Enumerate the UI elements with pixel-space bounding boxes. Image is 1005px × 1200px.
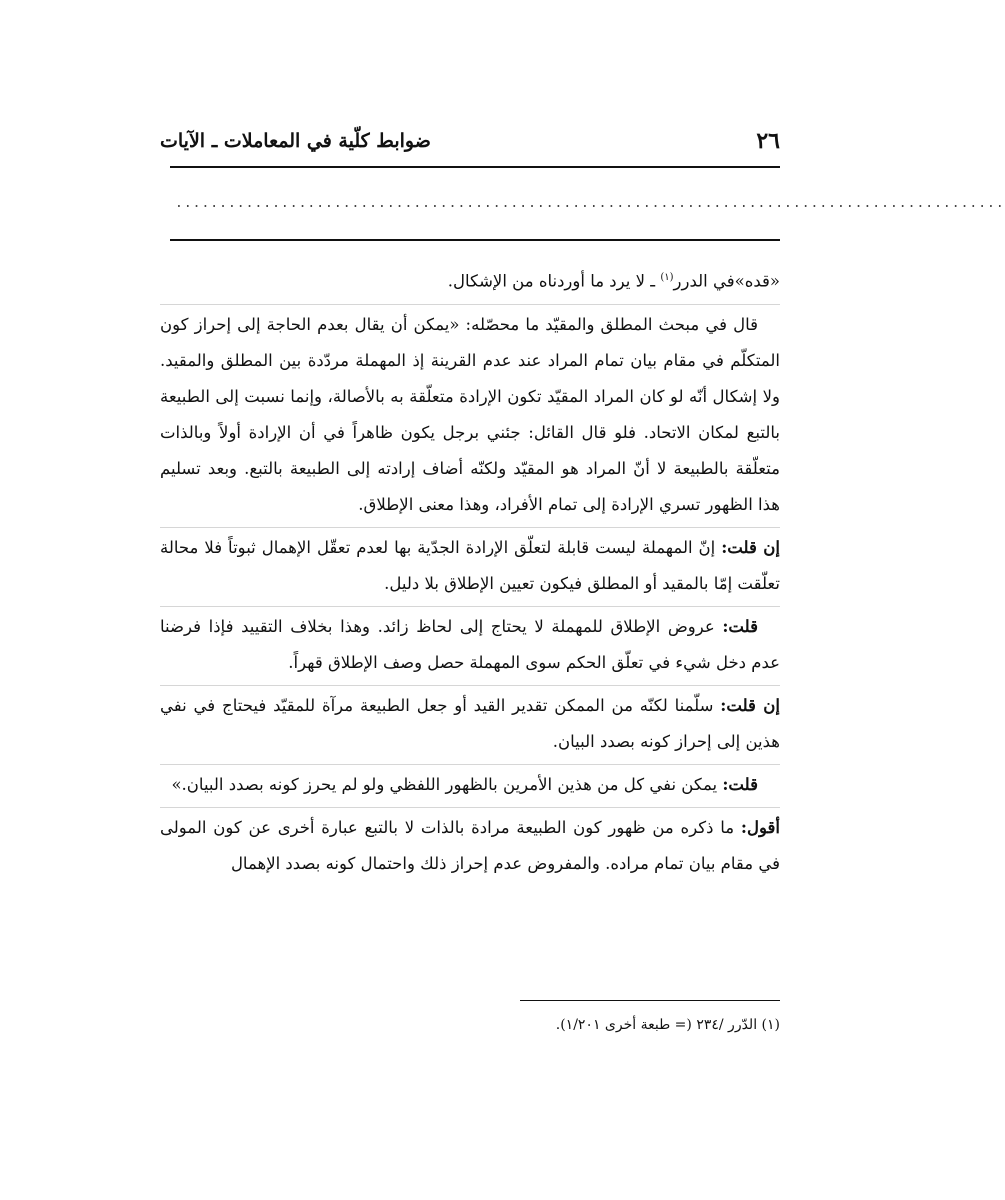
paragraph-4 <box>160 606 780 681</box>
omission-dots: .............................................................................................. <box>175 196 1005 211</box>
paragraph-2: قال في مبحث المطلق والمقيّد ما محصّله: «يمكن أن يقال بعدم الحاجة إلى إحراز كون المتكلّم في مقام بيان تمام المراد عند عدم القرينة إذ المهملة مردّدة بين المطلق والمقيد. ولا إشكال أنّه لو كان المراد المقيّد تكون الإرادة متعلّقة به بالأصالة، وإنما نسبت إلى الطبيعة بالتبع لمكان الاتحاد. فلو قال القائل: جئني برجل يكون ظاهراً في أن الإرادة أولاً وبالذات متعلّقة بالطبيعة لا أنّ المراد هو المقيّد ولكنّه أضاف إرادته إلى الطبيعة بالتبع. وبعد تسليم هذا الظهور تسري الإرادة إلى تمام الأفراد، وهذا معنى الإطلاق. <box>160 304 780 523</box>
running-title: ضوابط كلّية في المعاملات ـ الآيات <box>160 130 431 152</box>
paragraph-7-text: ما ذكره من ظهور كون الطبيعة مرادة بالذات لا بالتبع عبارة أخرى عن كون المولى في مقام بيان تمام مراده. والمفروض عدم إحراز ذلك واحتمال كونه بصدد الإهمال <box>160 817 780 873</box>
section-rule <box>170 239 780 241</box>
paragraph-6-lead: قلت: <box>722 774 758 794</box>
body-text <box>160 260 780 882</box>
paragraph-6-text: يمكن نفي كل من هذين الأمرين بالظهور اللفظي ولو لم يحرز كونه بصدد البيان.» <box>171 774 723 794</box>
paragraph-6 <box>160 764 780 803</box>
paragraph-1 <box>160 260 780 300</box>
page-header <box>160 128 780 162</box>
paragraph-7 <box>160 807 780 882</box>
paragraph-5-text: سلّمنا لكنّه من الممكن تقدير القيد أو جعل الطبيعة مرآة للمقيّد فيحتاج في نفي هذين إلى إحراز كونه بصدد البيان. <box>160 695 780 751</box>
paragraph-7-lead: أقول: <box>740 817 780 837</box>
footnote-rule <box>520 1000 780 1001</box>
header-rule <box>170 166 780 168</box>
footnote: (١) الدّرر /٢٣٤ (= طبعة أخرى ١/٢٠١). <box>555 1017 780 1033</box>
paragraph-1-part-a: «قده»في الدرر <box>673 271 780 291</box>
paragraph-3 <box>160 527 780 602</box>
footnote-marker: (١) <box>660 272 674 283</box>
paragraph-3-lead: إن قلت: <box>721 537 780 557</box>
paragraph-3-text: إنّ المهملة ليست قابلة لتعلّق الإرادة الجدّية بها لعدم تعقّل الإهمال ثبوتاً فلا محالة تعلّقت إمّا بالمقيد أو المطلق فيكون تعيين الإطلاق بلا دليل. <box>160 537 780 593</box>
paragraph-5-lead: إن قلت: <box>720 695 780 715</box>
paragraph-5 <box>160 685 780 760</box>
paragraph-1-part-b: ـ لا يرد ما أوردناه من الإشكال. <box>447 271 661 291</box>
page-number: ٢٦ <box>756 128 780 154</box>
paragraph-4-text: عروض الإطلاق للمهملة لا يحتاج إلى لحاظ زائد. وهذا بخلاف التقييد فإذا فرضنا عدم دخل شيء في تعلّق الحكم سوى المهملة حصل وصف الإطلاق قهراً. <box>160 616 780 672</box>
paragraph-4-lead: قلت: <box>722 616 758 636</box>
